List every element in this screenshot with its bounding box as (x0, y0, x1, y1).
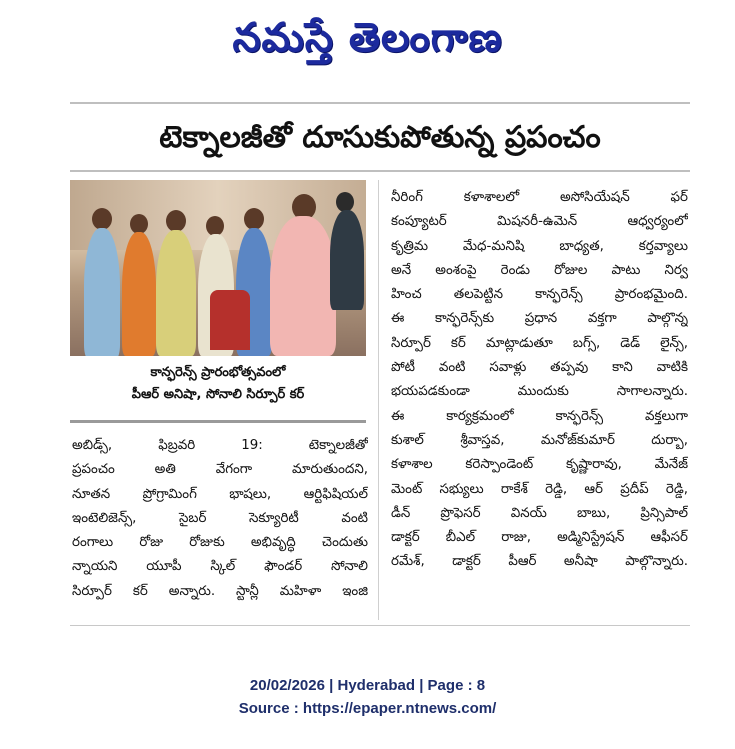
footer-date-edition: 20/02/2026 | Hyderabad | Page : 8 (249, 677, 486, 694)
rule-under-caption (70, 420, 366, 423)
body-line: అనే అంశంపై రెండు రోజుల పాటు నిర్వ (391, 262, 688, 278)
photo-caption (70, 362, 366, 410)
body-line: కంప్యూటర్ మిషనరీ-ఉమెన్ ఆధ్వర్యంలో (391, 214, 688, 230)
rule-under-headline (70, 170, 690, 172)
body-line: ఇంటెలిజెన్స్, సైబర్ సెక్యూరిటీ వంటి (72, 510, 368, 526)
article-body-left (72, 434, 368, 604)
article-headline: టెక్నాలజీతో దూసుకుపోతున్న ప్రపంచం (159, 120, 601, 155)
body-line: హించ తలపెట్టిన కాన్ఫరెన్స్ ప్రారంభమైంది. (391, 287, 688, 303)
body-line: డీన్ ప్రొఫెసర్ వినయ్ బాబు, ప్రిన్సిపాల్ (391, 505, 688, 521)
article-photo (70, 180, 366, 356)
body-line: ప్రపంచం అతి వేగంగా మారుతుందని, (72, 462, 368, 478)
photo-caption-line: పీఆర్ అనిషా, సోనాలి సిర్పూర్ కర్ (131, 387, 305, 402)
column-divider (378, 180, 379, 620)
photo-caption-line: కాన్ఫరెన్స్ ప్రారంభోత్సవంలో (150, 365, 286, 380)
body-line: డాక్టర్ బీఎల్ రాజు, అడ్మినిస్ట్రేషన్ ఆఫీసర్ (391, 530, 688, 546)
body-line: నీరింగ్ కళాశాలలో అసోసియేషన్ ఫర్ (391, 190, 688, 205)
body-line: సిర్పూర్ కర్ మాట్లాడుతూ బగ్స్, డెడ్ లైన్స్, (391, 335, 688, 351)
body-line: భయపడకుండా ముందుకు సాగాలన్నారు. (391, 384, 688, 400)
body-line: మెంట్ సభ్యులు రాకేశ్ రెడ్డి, ఆర్ ప్రదీప్ రెడ్డి, (391, 481, 688, 497)
footer-source-link[interactable]: Source : https://epaper.ntnews.com/ (238, 700, 497, 717)
article-body-right (391, 186, 688, 575)
body-line: అబిడ్స్, ఫిబ్రవరి 19: టెక్నాలజీతో (72, 438, 368, 453)
body-line: సిర్పూర్ కర్ అన్నారు. స్టాన్లీ మహిళా ఇంజి (72, 583, 368, 599)
body-line: పోటీ వంటి సవాళ్లు తప్పవు కాని వాటికి (391, 360, 688, 376)
body-line: నూతన ప్రోగ్రామింగ్ భాషలు, ఆర్టిఫిషియల్ (72, 486, 368, 502)
body-line: ఈ కాన్ఫరెన్స్‌కు ప్రధాన వక్తగా పాల్గొన్న (391, 311, 688, 327)
body-line: రమేశ్, డాక్టర్ పీఆర్ అనీషా పాల్గొన్నారు. (391, 554, 688, 570)
rule-bottom (70, 625, 690, 626)
rule-top (70, 102, 690, 104)
body-line: కృత్రిమ మేధ-మనిషి బాధ్యత, కర్తవ్యాలు (391, 238, 688, 254)
body-line: న్నాయని యూపీ స్కిల్ ఫౌండర్ సోనాలి (72, 559, 368, 575)
body-line: ఈ కార్యక్రమంలో కాన్ఫరెన్స్ వక్తలుగా (391, 408, 688, 424)
body-line: కళాశాల కరెస్పాండెంట్ కృష్ణారావు, మేనేజ్ (391, 457, 688, 473)
body-line: రంగాలు రోజు రోజుకు అభివృద్ధి చెందుతు (72, 535, 368, 551)
body-line: కుశాల్ శ్రీవాస్తవ, మనోజ్‌కుమార్ దుర్బా, (391, 432, 688, 448)
newspaper-masthead: నమస్తే తెలంగాణ (232, 14, 503, 61)
